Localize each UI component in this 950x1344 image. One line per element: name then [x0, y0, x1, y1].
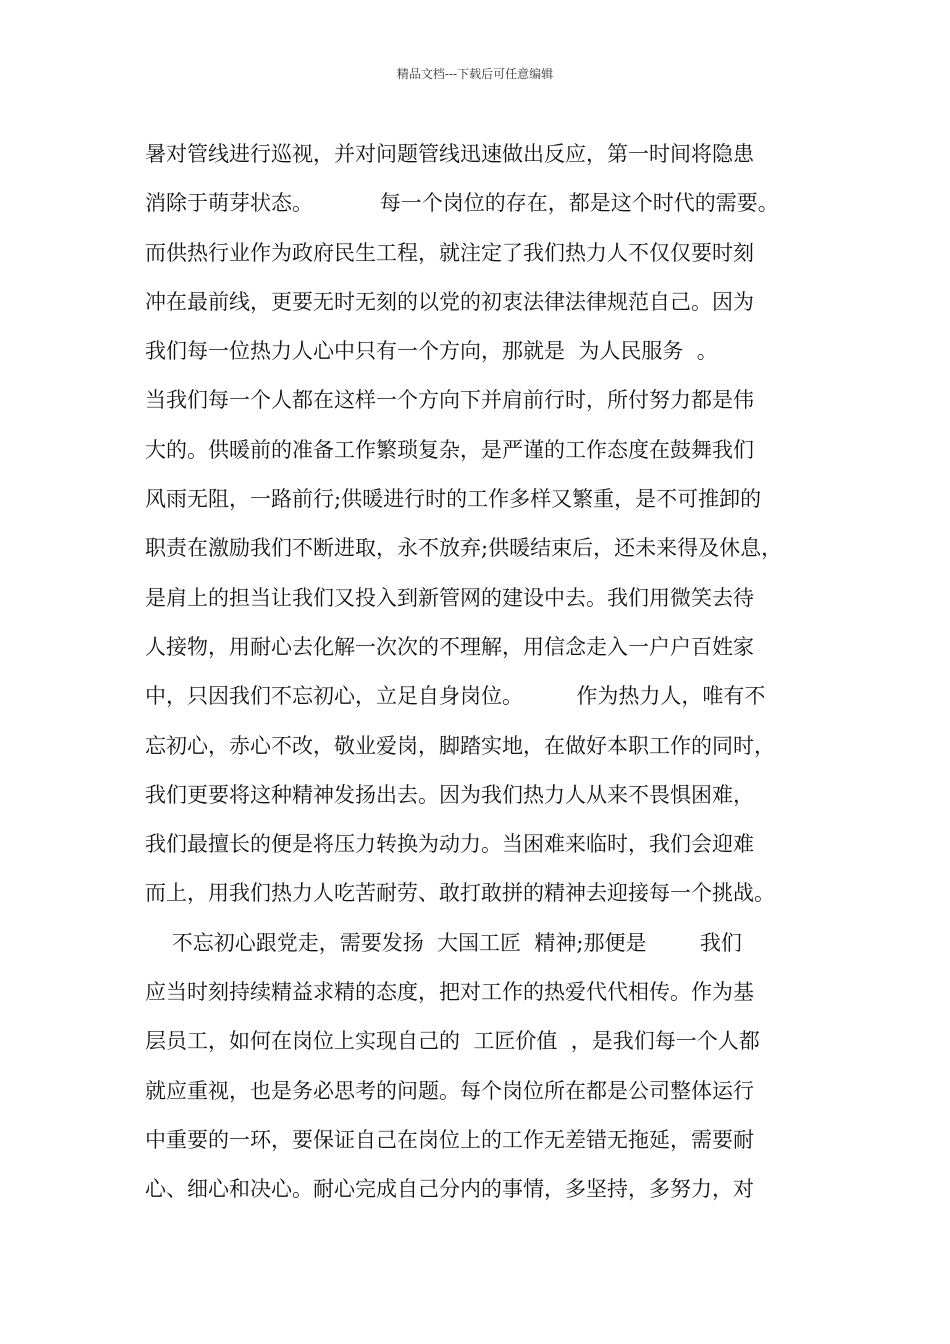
text-line: 冲在最前线，更要无时无刻的以党的初衷法律法律规范自己。因为: [145, 289, 754, 314]
text-line: 职责在激励我们不断进取，永不放弃;供暖结束后，还未来得及休息，: [145, 536, 783, 561]
document-body: [145, 130, 825, 1215]
text-line: 暑对管线进行巡视，并对问题管线迅速做出反应，第一时间将隐患: [145, 142, 754, 166]
page-header: 精品文档---下载后可任意编辑: [396, 67, 554, 81]
text-line: 不忘初心跟党走，需要发扬 大国工匠 精神;那便是 我们: [145, 930, 742, 955]
text-line: 我们每一位热力人心中只有一个方向，那就是 为人民服务 。: [145, 339, 718, 364]
text-line: 大的。供暖前的准备工作繁琐复杂，是严谨的工作态度在鼓舞我们: [145, 437, 754, 462]
text-line: 中，只因我们不忘初心，立足自身岗位。 作为热力人，唯有不: [145, 684, 766, 709]
text-line: 应当时刻持续精益求精的态度，把对工作的热爱代代相传。作为基: [145, 980, 754, 1005]
text-line: 当我们每一个人都在这样一个方向下并肩前行时，所付努力都是伟: [145, 388, 754, 413]
text-line: 风雨无阻，一路前行;供暖进行时的工作多样又繁重，是不可推卸的: [145, 487, 762, 512]
text-line: 我们更要将这种精神发扬出去。因为我们热力人从来不畏惧困难，: [145, 782, 754, 807]
text-line: 消除于萌芽状态。 每一个岗位的存在，都是这个时代的需要。: [145, 191, 779, 216]
text-line: 忘初心，赤心不改，敬业爱岗，脚踏实地，在做好本职工作的同时，: [145, 733, 775, 758]
text-line: 是肩上的担当让我们又投入到新管网的建设中去。我们用微笑去待: [145, 585, 754, 610]
text-line: 中重要的一环，要保证自己在岗位上的工作无差错无拖延，需要耐: [145, 1127, 754, 1152]
text-line: 就应重视，也是务必思考的问题。每个岗位所在都是公司整体运行: [145, 1078, 754, 1103]
text-line: 而上，用我们热力人吃苦耐劳、敢打敢拼的精神去迎接每一个挑战。: [145, 881, 775, 906]
text-line: 心、细心和决心。耐心完成自己分内的事情，多坚持，多努力，对: [145, 1177, 754, 1202]
text-line: 层员工，如何在岗位上实现自己的 工匠价值 ，是我们每一个人都: [145, 1029, 760, 1054]
text-line: 而供热行业作为政府民生工程，就注定了我们热力人不仅仅要时刻: [145, 240, 754, 265]
text-line: 我们最擅长的便是将压力转换为动力。当困难来临时，我们会迎难: [145, 832, 754, 857]
text-line: 人接物，用耐心去化解一次次的不理解，用信念走入一户户百姓家: [145, 634, 754, 659]
